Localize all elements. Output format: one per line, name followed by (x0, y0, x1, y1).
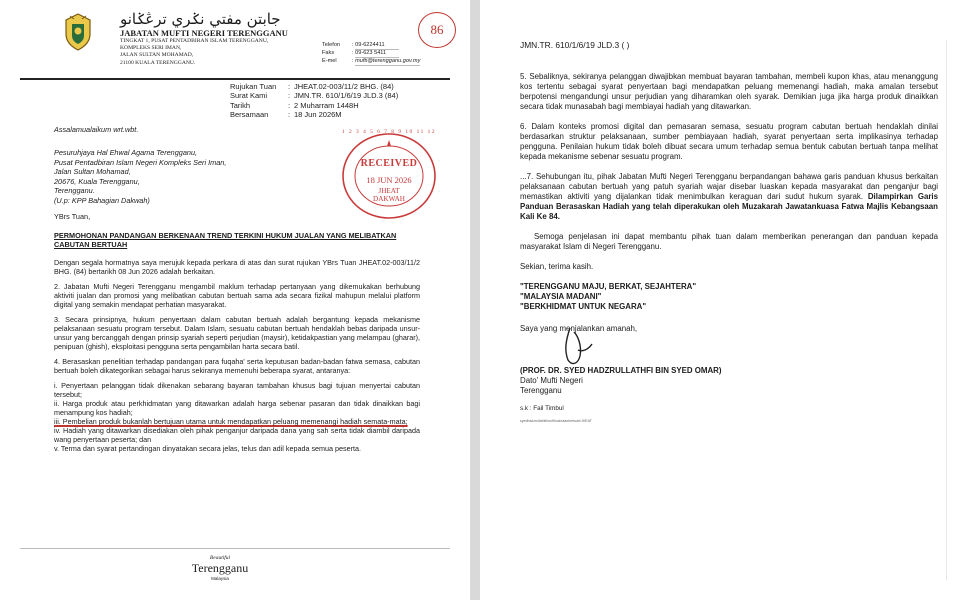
contact-block (322, 42, 420, 66)
header-divider (20, 78, 450, 80)
signature-icon (548, 320, 608, 370)
paragraph: Semoga penjelasan ini dapat membantu pihak tuan dalam memberikan penerangan dan panduan kepada masyarakat Islam di Negeri Terengganu. (520, 232, 938, 251)
paragraph-7-bold: Dilampirkan Garis Panduan Berasaskan Hadiah yang telah diperakukan oleh Muzakarah Jawatankuasa Fatwa Majlis Kebangsaan Kali Ke 84. (520, 192, 938, 221)
letter-page-2 (480, 0, 960, 600)
ref-key: Surat Kami (230, 91, 268, 101)
recipient-line: Pesuruhjaya Hal Ehwal Agama Terengganu, (54, 148, 198, 157)
stamp-date: 18 JUN 2026 (366, 175, 412, 185)
paragraph: 5. Sebaliknya, sekiranya pelanggan diwajibkan membuat bayaran tambahan, membeli kupon khas, atau menanggung kos tertentu sebagai syarat penyertaan bagi mendapatkan peluang memenangi hadiah, maka amalan tersebut berpotensi mengandungi unsur perjudian yang diharamkan oleh syarak. Demikian juga jika harga produk dinaikkan secara tidak munasabah bagi membiayai hadiah yang ditawarkan. (520, 72, 938, 111)
copy-to: s.k : Fail Timbul (520, 405, 564, 412)
condition-item: v. Terma dan syarat pertandingan dinyatakan secara jelas, telus dan adil kepada semua peserta. (54, 444, 361, 453)
org-block (120, 28, 288, 67)
jawi-title: جابتن مفتي نݢري ترڠݢانو (120, 10, 281, 28)
footer-divider (20, 548, 450, 549)
page2-body (520, 72, 938, 426)
received-stamp (338, 126, 440, 220)
stamp-received-label: RECEIVED (360, 158, 418, 169)
paragraph-7-text: ...7. Sehubungan itu, pihak Jabatan Mufti Negeri Terengganu berpandangan bahawa garis panduan khusus berkaitan pelaksanaan cabutan bertuah yang patuh syariah wajar disebar luaskan kepada masyarakat dan penganjur bagi memastikan aktiviti yang dijalankan tidak menimbulkan keraguan dari sudut hukum syarak. (520, 172, 938, 201)
ref-row: Surat Kami : JMN.TR. 610/1/6/19 JLD.3 (84) (230, 91, 399, 101)
stamp-ring-numbers: 1 2 3 4 5 6 7 8 9 10 11 12 (341, 129, 437, 135)
recipient-line: (U.p: KPP Bahagian Dakwah) (54, 195, 150, 205)
stamp-dept (338, 187, 440, 203)
signer-block (520, 366, 938, 396)
contact-row: Telefon : 09-6224411 (322, 42, 420, 50)
condition-item: iv. Hadiah yang ditawarkan disediakan oleh pihak penganjur daripada dana yang sah serta tidak diambil daripada wang penyertaan peserta; dan (54, 426, 420, 444)
logo-tiny-text: Malaysia (211, 576, 229, 581)
letter-body (54, 258, 420, 453)
paragraph: Dengan segala hormatnya saya merujuk kepada perkara di atas dan surat rujukan YBrs Tuan JHEAT.02-003/11/2 BHG. (84) bertarikh 08 Jun 2026 adalah berkaitan. (54, 258, 420, 276)
paragraph-7 (520, 172, 938, 222)
ref-value: 2 Muharram 1448H (294, 100, 359, 110)
signer-name: (PROF. DR. SYED HADZRULLATHFI BIN SYED OMAR) (520, 366, 722, 375)
condition-item: i. Penyertaan pelanggan tidak dikenakan sebarang bayaran tambahan khusus bagi tujuan menyertai cabutan tersebut; (54, 381, 420, 399)
slogan: "MALAYSIA MADANI" (520, 292, 602, 301)
ref-row: Bersamaan : 18 Jun 2026M (230, 110, 342, 120)
conditions-list (54, 381, 420, 453)
org-address-line: KOMPLEKS SERI IMAN, (120, 45, 182, 52)
contact-row: E-mel : mufti@terengganu.gov.my (322, 58, 421, 64)
recipient-line: Pusat Pentadbiran Islam Negeri Kompleks Seri Iman, (54, 157, 227, 167)
contact-value: mufti@terengganu.gov.my (355, 58, 421, 64)
contact-label: Telefon (322, 42, 341, 48)
logo-big-text: Terengganu (191, 561, 249, 575)
condition-item-highlighted: iii. Pembelian produk bukanlah bertujuan utama untuk mendapatkan peluang memenangi hadiah semata-mata; (54, 417, 408, 426)
ref-value: JHEAT.02-003/11/2 BHG. (84) (294, 82, 394, 91)
stamp-ring-icon (338, 126, 440, 220)
paragraph: 3. Secara prinsipnya, hukum penyertaan dalam cabutan bertuah adalah bergantung kepada mekanisme pelaksanaan sesuatu program tersebut. Dalam Islam, sesuatu cabutan bertuah hendaklah bebas daripada unsur-unsur yang bercanggah dengan prinsip syariah seperti perjudian (maysir), ketidakpastian yang melampau (gharar), penipuan (ghish), eksploitasi pengguna serta pengambilan harta secara batil. (54, 315, 420, 351)
recipient-address (54, 148, 226, 205)
stamp-dept-line: JHEAT (378, 187, 400, 195)
ref-row: Tarikh : 2 Muharram 1448H (230, 100, 359, 110)
recipient-line: Terengganu. (54, 186, 95, 195)
slogans-block (520, 282, 938, 312)
signer-state: Terengganu (520, 386, 562, 395)
ref-row: Rujukan Tuan : JHEAT.02-003/11/2 BHG. (84) (230, 82, 394, 91)
subject-line: PERMOHONAN PANDANGAN BERKENAAN TREND TERKINI HUKUM JUALAN YANG MELIBATKAN CABUTAN BERTUAH (54, 231, 397, 249)
file-reference-tiny: syedhadzrullathfi/mufti/cabutanbertuah/JHEAT (520, 419, 592, 423)
state-crest-icon (60, 12, 96, 52)
salutation: Assalamualaikum wrt.wbt. (54, 125, 139, 134)
slogan: "TERENGGANU MAJU, BERKAT, SEJAHTERA" (520, 282, 697, 291)
contact-label: E-mel (322, 58, 337, 64)
slogan: "BERKHIDMAT UNTUK NEGARA" (520, 302, 647, 311)
contact-label: Faks (322, 50, 335, 56)
recipient-line: 20676, Kuala Terengganu, (54, 176, 140, 186)
file-number-circle: 86 (418, 12, 456, 48)
paragraph: 2. Jabatan Mufti Negeri Terengganu mengambil maklum terhadap pertanyaan yang dikemukakan berhubung aktiviti jualan dan promosi yang melibatkan cabutan bertuah sama ada secara fizikal mahupun melalui platform digital yang semakin mendapat perhatian masyarakat. (54, 282, 420, 309)
ref-key: Bersamaan (230, 110, 269, 120)
reference-block (230, 82, 398, 120)
stamp-dept-line: DAKWAH (373, 195, 405, 203)
ref-value: 18 Jun 2026M (294, 110, 342, 120)
recipient-line: Jalan Sultan Mohamad, (54, 167, 131, 176)
greeting: YBrs Tuan, (54, 212, 91, 221)
beautiful-terengganu-logo (160, 555, 280, 581)
paragraph: 6. Dalam konteks promosi digital dan pemasaran semasa, sesuatu program cabutan bertuah hendaklah dinilai berdasarkan struktur pelaksanaan, sumber pembiayaan hadiah, syarat penyertaan serta implikasinya terhadap pengguna. Penilaian hukum tidak boleh dibuat secara umum terhadap semua bentuk cabutan bertuah tanpa melihat kepada mekanisme sebenar sesuatu program. (520, 122, 938, 161)
letterhead (20, 6, 460, 82)
page2-reference: JMN.TR. 610/1/6/19 JLD.3 ( ) (520, 40, 630, 50)
sign-off: Saya yang menjalankan amanah, (520, 324, 638, 333)
org-address-line: 21100 KUALA TERENGGANU. (120, 59, 196, 66)
paragraph: 4. Berasaskan penelitian terhadap pandangan para fuqaha' serta keputusan badan-badan fatwa semasa, cabutan bertuah boleh dikategorikan sebagai harus sekiranya memenuhi beberapa syarat, antaranya: (54, 357, 420, 375)
org-address-line: JALAN SULTAN MOHAMAD, (120, 52, 194, 59)
signature-area (520, 324, 938, 426)
letter-page-1 (0, 0, 470, 600)
contact-value: 09-623 5411 (355, 50, 399, 58)
signer-title: Dato' Mufti Negeri (520, 376, 583, 385)
contact-value: 09-6224411 (355, 42, 399, 50)
closing-line: Sekian, terima kasih. (520, 262, 594, 271)
ref-value: JMN.TR. 610/1/6/19 JLD.3 (84) (294, 91, 399, 101)
ref-key: Tarikh (230, 100, 251, 110)
contact-row: Faks : 09-623 5411 (322, 50, 420, 58)
condition-item: ii. Harga produk atau perkhidmatan yang ditawarkan adalah harga sebenar pasaran dan tidak dinaikkan bagi menampung kos hadiah; (54, 399, 420, 417)
ref-key: Rujukan Tuan (230, 82, 277, 91)
org-name: JABATAN MUFTI NEGERI TERENGGANU (120, 28, 288, 38)
page-edge-mark (946, 40, 947, 580)
logo-small-text: Beautiful (209, 555, 231, 561)
org-address-line: TINGKAT 1, PUSAT PENTADBIRAN ISLAM TERENGGANU, (120, 38, 269, 44)
